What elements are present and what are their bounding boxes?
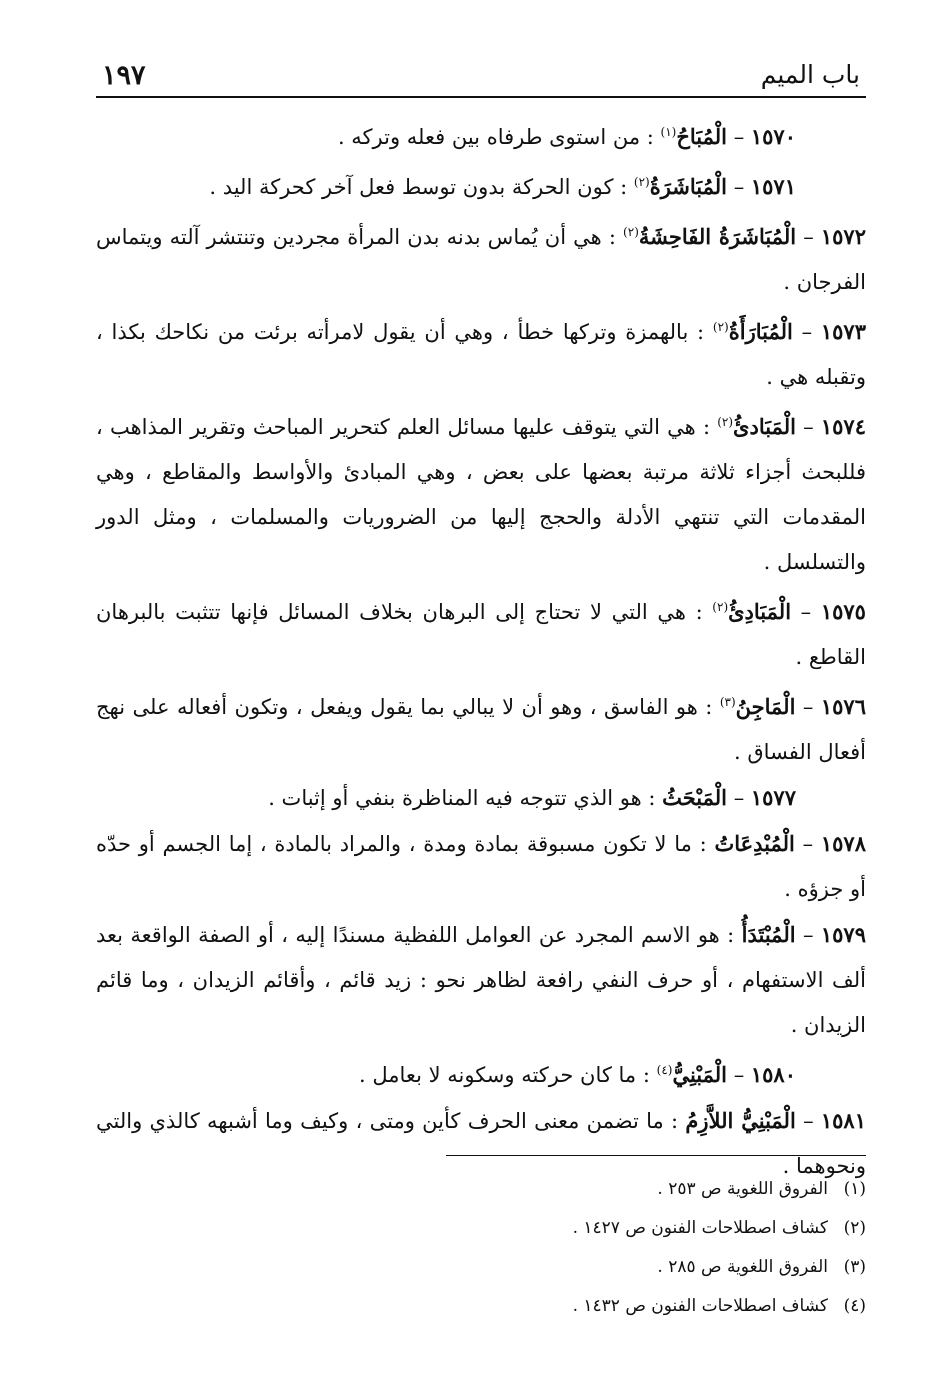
- footnote-marker: (٤): [656, 1063, 673, 1077]
- entry-definition: : هي أن يُماس بدنه بدن المرأة مجردين وتنتشر آلته ويتماس الفرجان .: [96, 225, 866, 294]
- footnote-index: (١): [843, 1179, 866, 1199]
- entry-term: الْمُبَاحُ: [676, 124, 728, 149]
- entry-number: ١٥٧٩: [820, 922, 866, 947]
- entry-number: ١٥٧٢: [820, 224, 866, 249]
- entry-term: الْمَبْنِيُّ اللاَّزِمُ: [685, 1108, 796, 1133]
- running-head: باب الميم: [760, 60, 860, 89]
- entry-number: ١٥٧٠: [750, 124, 796, 149]
- footnote: [96, 1170, 866, 1209]
- footnote-marker: (٢): [712, 320, 729, 334]
- footnote-marker: (٢): [717, 415, 734, 429]
- entry-number: ١٥٧٤: [820, 414, 866, 439]
- entry-definition: : بالهمزة وتركها خطأ ، وهي أن يقول لامرأته برئت من نكاحك بكذا ، وتقبله هي .: [96, 320, 866, 389]
- footnote: [96, 1248, 866, 1287]
- entry-number: ١٥٧٦: [820, 694, 866, 719]
- entry-number: ١٥٨٠: [750, 1062, 796, 1087]
- entry-term: الْمُبَارَأَةُ: [728, 319, 793, 344]
- footnote-text: كشاف اصطلاحات الفنون ص ١٤٣٢ .: [572, 1296, 828, 1316]
- footnote-marker: (١): [660, 125, 677, 139]
- page-number: ١٩٧: [102, 60, 146, 91]
- footnote-marker: (٢): [623, 225, 639, 239]
- page-header: [96, 58, 866, 98]
- entry-term: الْمُبَاشَرَةُ: [649, 174, 728, 199]
- dictionary-entry: ١٥٧٦ – الْمَاجِنُ$^{(٣)}$ : هو الفاسق ، وهو أن لا يبالي بما يقول ويفعل ، وتكون أفعاله على نهج أفعال الفساق .: [96, 694, 866, 764]
- footnote-index: (٤): [843, 1296, 866, 1316]
- entry-definition: : ما لا تكون مسبوقة بمادة ومدة ، والمراد بالمادة ، إما الجسم أو حدّه أو جزؤه .: [96, 832, 866, 901]
- dictionary-entry: ١٥٧٢ – الْمُبَاشَرَةُ الفَاحِشَةُ$^{(٢)}$ : هي أن يُماس بدنه بدن المرأة مجردين وتنتشر آلته ويتماس الفرجان .: [96, 224, 866, 294]
- footnote-divider: [446, 1155, 866, 1156]
- footnote-marker: (٣): [719, 695, 736, 709]
- entry-term: الْمَاجِنُ: [735, 694, 796, 719]
- entry-number: ١٥٨١: [820, 1108, 866, 1133]
- entry-definition: : هو الاسم المجرد عن العوامل اللفظية مسندًا إليه ، أو الصفة الواقعة بعد ألف الاستفهام ، أو حرف النفي رافعة لظاهر نحو : زيد قائم ، وأقائم الزيدان ، وما قائم الزيدان .: [96, 923, 866, 1037]
- footnote-index: (٢): [843, 1218, 866, 1238]
- dictionary-entry: ١٥٧٤ – الْمَبَادئُ$^{(٢)}$ : هي التي يتوقف عليها مسائل العلم كتحرير المباحث وتقرير المذاهب ، فللبحث أجزاء ثلاثة مرتبة بعضها على بعض ، وهي المبادئ والأواسط والمقاطع ، وهي المقدمات التي تنتهي الأدلة والحجج إليها من الضروريات والمسلمات ، ومثل الدور والتسلسل .: [96, 414, 866, 574]
- entry-term: الْمَبْحَثُ: [662, 785, 728, 810]
- footnote: [96, 1209, 866, 1248]
- footnote: [96, 1287, 866, 1326]
- entry-definition: : هي التي يتوقف عليها مسائل العلم كتحرير المباحث وتقرير المذاهب ، فللبحث أجزاء ثلاثة مرتبة بعضها على بعض ، وهي المبادئ والأواسط والمقاطع ، وهي المقدمات التي تنتهي الأدلة والحجج إليها من الضروريات والمسلمات ، ومثل الدور والتسلسل .: [96, 415, 866, 574]
- entry-term: الْمُبْدِعَاتُ: [714, 831, 795, 856]
- entry-definition: : من استوى طرفاه بين فعله وتركه .: [337, 125, 654, 149]
- entry-definition: : ما تضمن معنى الحرف كأين ومتى ، وكيف وما أشبهه كالذي والتي ونحوهما .: [96, 1109, 866, 1178]
- entry-term: الْمَبَادئُ: [733, 414, 796, 439]
- entry-term: الْمُبْتَدَأُ: [741, 922, 796, 947]
- entry-number: ١٥٧٧: [750, 785, 796, 810]
- footnote-marker: (٢): [633, 175, 650, 189]
- entry-definition: : كون الحركة بدون توسط فعل آخر كحركة اليد .: [209, 175, 628, 199]
- dictionary-entry: ١٥٧٠ – الْمُبَاحُ$^{(١)}$ : من استوى طرفاه بين فعله وتركه .: [337, 124, 796, 149]
- dictionary-entry: ١٥٧٣ – الْمُبَارَأَةُ$^{(٢)}$ : بالهمزة وتركها خطأ ، وهي أن يقول لامرأته برئت من نكاحك بكذا ، وتقبله هي .: [96, 319, 866, 389]
- dictionary-entry: ١٥٧٧ – الْمَبْحَثُ : هو الذي تتوجه فيه المناظرة بنفي أو إثبات .: [268, 785, 796, 810]
- footnote-text: الفروق اللغوية ص ٢٨٥ .: [657, 1257, 828, 1277]
- entry-term: الْمَبْنِيُّ: [672, 1062, 728, 1087]
- dictionary-entry: ١٥٧١ – الْمُبَاشَرَةُ$^{(٢)}$ : كون الحركة بدون توسط فعل آخر كحركة اليد .: [209, 174, 796, 199]
- footnotes-section: [96, 1170, 866, 1326]
- entry-number: ١٥٧٥: [820, 599, 866, 624]
- entry-number: ١٥٧٣: [820, 319, 866, 344]
- dictionary-entry: ١٥٧٩ – الْمُبْتَدَأُ : هو الاسم المجرد عن العوامل اللفظية مسندًا إليه ، أو الصفة الواقعة بعد ألف الاستفهام ، أو حرف النفي رافعة لظاهر نحو : زيد قائم ، وأقائم الزيدان ، وما قائم الزيدان .: [96, 922, 866, 1037]
- entry-definition: : ما كان حركته وسكونه لا بعامل .: [359, 1063, 650, 1087]
- entry-term: الْمَبَادِئُ: [728, 599, 792, 624]
- footnote-text: الفروق اللغوية ص ٢٥٣ .: [657, 1179, 828, 1199]
- dictionary-entry: ١٥٧٨ – الْمُبْدِعَاتُ : ما لا تكون مسبوقة بمادة ومدة ، والمراد بالمادة ، إما الجسم أو حدّه أو جزؤه .: [96, 831, 866, 901]
- entry-definition: : هي التي لا تحتاج إلى البرهان بخلاف المسائل فإنها تتثبت بالبرهان القاطع .: [96, 600, 866, 669]
- entry-number: ١٥٧١: [750, 174, 796, 199]
- footnote-marker: (٢): [712, 600, 729, 614]
- dictionary-entry: ١٥٨٠ – الْمَبْنِيُّ$^{(٤)}$ : ما كان حركته وسكونه لا بعامل .: [359, 1062, 796, 1087]
- entry-definition: : هو الفاسق ، وهو أن لا يبالي بما يقول ويفعل ، وتكون أفعاله على نهج أفعال الفساق .: [96, 695, 866, 764]
- entry-term: الْمُبَاشَرَةُ الفَاحِشَةُ: [638, 224, 797, 249]
- entry-number: ١٥٧٨: [820, 831, 866, 856]
- dictionary-entry: ١٥٨١ – الْمَبْنِيُّ اللاَّزِمُ : ما تضمن معنى الحرف كأين ومتى ، وكيف وما أشبهه كالذي والتي ونحوهما .: [96, 1108, 866, 1178]
- footnote-text: كشاف اصطلاحات الفنون ص ١٤٢٧ .: [572, 1218, 828, 1238]
- entry-definition: : هو الذي تتوجه فيه المناظرة بنفي أو إثبات .: [268, 786, 656, 810]
- dictionary-entries: [96, 110, 866, 1189]
- dictionary-entry: ١٥٧٥ – الْمَبَادِئُ$^{(٢)}$ : هي التي لا تحتاج إلى البرهان بخلاف المسائل فإنها تتثبت بالبرهان القاطع .: [96, 599, 866, 669]
- footnote-index: (٣): [843, 1257, 866, 1277]
